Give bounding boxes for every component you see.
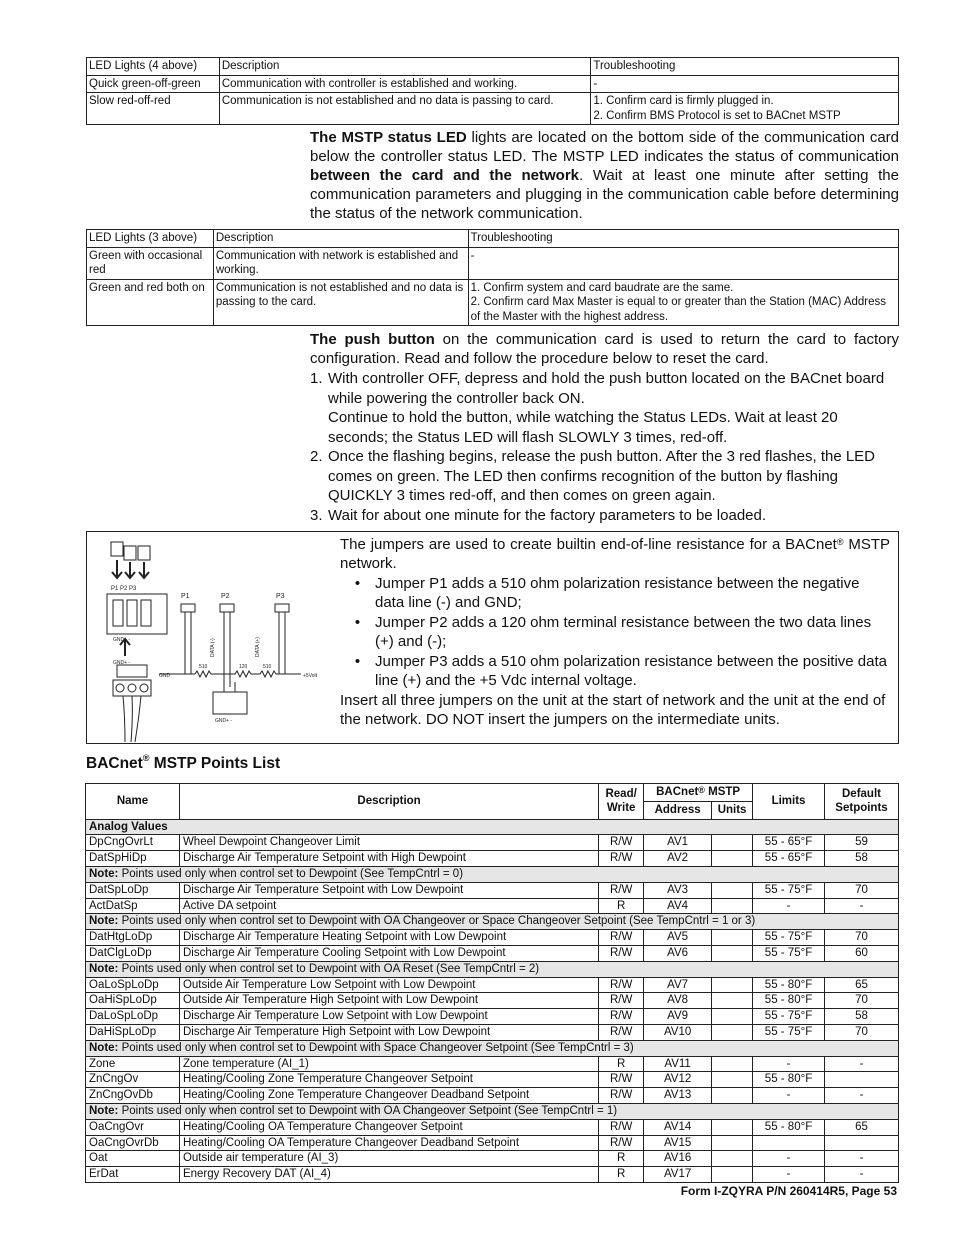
- table-cell: Heating/Cooling OA Temperature Changeover Setpoint: [179, 1119, 598, 1135]
- table-cell: Outside air temperature (AI_3): [179, 1151, 598, 1167]
- col-bacnet-a: BACnet: [656, 786, 699, 798]
- p2-label: P2: [221, 593, 230, 600]
- table-cell: [712, 1009, 753, 1025]
- table-cell: Communication with controller is established and working.: [219, 75, 591, 93]
- table-cell: Communication is not established and no data is passing to card.: [219, 93, 591, 125]
- table-cell: 55 - 80°F: [753, 977, 825, 993]
- plus5-label: +5Volt: [303, 673, 318, 679]
- jumper-diagram: [95, 532, 345, 745]
- table-cell: [712, 1024, 753, 1040]
- jumper-lead-b: MSTP network.: [340, 536, 890, 572]
- jumper-bullet: [340, 574, 890, 612]
- push-button-paragraph: [310, 330, 899, 368]
- table-cell: OaHiSpLoDp: [86, 993, 180, 1009]
- points-title-b: MSTP Points List: [149, 755, 281, 772]
- table-cell: R/W: [599, 1135, 644, 1151]
- note-text: Points used only when control set to Dewpoint with OA Changeover or Space Changeover Setpoint (See TempCntrl = 1 or 3): [118, 915, 756, 928]
- table-cell: Discharge Air Temperature Setpoint with High Dewpoint: [179, 851, 598, 867]
- step-text: Wait for about one minute for the factory parameters to be loaded.: [328, 506, 767, 524]
- data-minus-label: DATA (-): [210, 638, 216, 657]
- table-cell: Outside Air Temperature High Setpoint with Low Dewpoint: [179, 993, 598, 1009]
- table-cell: [712, 1056, 753, 1072]
- table-cell: [712, 851, 753, 867]
- gnd-pm-bot: GND+ -: [215, 718, 233, 724]
- table-header-cell: Description: [213, 230, 468, 248]
- mstp-bold2: between the card and the network: [310, 167, 580, 184]
- table-cell: DatSpHiDp: [86, 851, 180, 867]
- note-row: [86, 1040, 899, 1056]
- header-p1: [113, 600, 123, 626]
- jumper-lead: [340, 535, 890, 573]
- table-cell: ActDatSp: [86, 898, 180, 914]
- connector-plug: [113, 680, 151, 696]
- table-cell: R/W: [599, 1119, 644, 1135]
- table-cell: R/W: [599, 1072, 644, 1088]
- note-row: [86, 866, 899, 882]
- table-cell: [753, 1135, 825, 1151]
- terminal-block: [117, 665, 147, 677]
- table-cell: ErDat: [86, 1167, 180, 1183]
- page-footer: Form I-ZQYRA P/N 260414R5, Page 53: [680, 1184, 897, 1198]
- step-text: Once the flashing begins, release the push button. After the 3 red flashes, the LED comes on green. The LED then confirms recognition of the button by flashing QUICKLY 3 times red-off, and then comes on green again.: [328, 448, 876, 504]
- table-row: [86, 993, 899, 1009]
- arrow-down-icon-1: [112, 560, 122, 578]
- col-bacnet-b: MSTP: [704, 786, 741, 798]
- table-cell: AV11: [644, 1056, 712, 1072]
- table-cell: R/W: [599, 1088, 644, 1104]
- step-number: 2.: [310, 448, 323, 465]
- note-cell: [86, 866, 899, 882]
- table-cell: R/W: [599, 1009, 644, 1025]
- note-text: Points used only when control set to Dewpoint with OA Reset (See TempCntrl = 2): [118, 962, 540, 975]
- table-row: [86, 930, 899, 946]
- note-row: [86, 914, 899, 930]
- sch-p1: [181, 604, 195, 612]
- table-cell: R/W: [599, 977, 644, 993]
- push-text: on the communication card is used to return the card to factory configuration. Read and follow the procedure below to reset the card.: [310, 331, 899, 367]
- table-cell: 70: [824, 1024, 898, 1040]
- table-row: [86, 1119, 899, 1135]
- table-cell: Communication with network is established and working.: [213, 247, 468, 279]
- table-cell: Green and red both on: [87, 279, 214, 326]
- led-table-controller: [86, 57, 899, 125]
- table-header-row: [87, 58, 899, 76]
- note-cell: [86, 914, 899, 930]
- sch-drop-wires: [224, 674, 235, 692]
- table-cell: DatHtgLoDp: [86, 930, 180, 946]
- table-cell: Quick green-off-green: [87, 75, 220, 93]
- table-cell: DatClgLoDp: [86, 945, 180, 961]
- jumper-bullets: [340, 574, 890, 690]
- jumper-lead-sup: ®: [836, 537, 844, 547]
- arrow-down-icon-2: [125, 562, 135, 578]
- table-row: [86, 882, 899, 898]
- table-cell: AV8: [644, 993, 712, 1009]
- table-cell: Discharge Air Temperature Low Setpoint with Low Dewpoint: [179, 1009, 598, 1025]
- table-cell: Discharge Air Temperature Cooling Setpoint with Low Dewpoint: [179, 945, 598, 961]
- step-number: 3.: [310, 506, 323, 524]
- table-cell: Zone: [86, 1056, 180, 1072]
- table-cell: OaLoSpLoDp: [86, 977, 180, 993]
- table-cell: -: [468, 247, 898, 279]
- table-row: [86, 1167, 899, 1183]
- table-cell: Communication is not established and no data is passing to the card.: [213, 279, 468, 326]
- step-item: [310, 447, 899, 506]
- points-title-a: BACnet: [86, 755, 143, 772]
- mstp-led-paragraph: [310, 128, 899, 223]
- table-row: [86, 898, 899, 914]
- jumper-tail: Insert all three jumpers on the unit at the start of network and the unit at the end of the network. DO NOT insert the jumpers on the intermediate units.: [340, 692, 886, 728]
- r120-label: 120: [239, 664, 248, 670]
- table-cell: 65: [824, 977, 898, 993]
- push-lead: The push button: [310, 331, 435, 348]
- step-number: [310, 408, 328, 447]
- step-number: 1.: [310, 370, 323, 387]
- table-cell: R/W: [599, 1024, 644, 1040]
- jumper-bullet-text: Jumper P3 adds a 510 ohm polarization resistance between the positive data line (+) and the +5 Vdc internal voltage.: [375, 653, 887, 689]
- p123-label: P1 P2 P3: [111, 586, 137, 592]
- col-units: Units: [712, 801, 753, 819]
- jumper-bullet-text: Jumper P1 adds a 510 ohm polarization resistance between the negative data line (-) and GND;: [375, 575, 860, 611]
- note-text: Points used only when control set to Dewpoint with Space Changeover Setpoint (See TempCntrl = 3): [118, 1041, 634, 1054]
- mstp-text2: . Wait at least one minute after setting the communication parameters and plugging in the communication cable before determining the status of the network communication.: [310, 167, 899, 222]
- note-text: Points used only when control set to Dewpoint (See TempCntrl = 0): [118, 867, 464, 880]
- jumper-bullet: [340, 652, 890, 690]
- table-cell: Heating/Cooling OA Temperature Changeover Deadband Setpoint: [179, 1135, 598, 1151]
- table-header-cell: Troubleshooting: [468, 230, 898, 248]
- table-cell: AV12: [644, 1072, 712, 1088]
- table-cell: 55 - 75°F: [753, 1009, 825, 1025]
- table-cell: Active DA setpoint: [179, 898, 598, 914]
- table-row: [86, 1009, 899, 1025]
- table-row: [87, 247, 899, 279]
- table-cell: [712, 835, 753, 851]
- table-cell: -: [824, 1151, 898, 1167]
- step-item: [310, 408, 899, 447]
- col-rw: Read/ Write: [599, 784, 644, 820]
- table-row: [87, 279, 899, 326]
- note-label: Note:: [89, 915, 119, 928]
- col-default: Default Setpoints: [824, 784, 898, 820]
- table-cell: -: [753, 1088, 825, 1104]
- table-cell: R: [599, 1056, 644, 1072]
- table-cell: [712, 945, 753, 961]
- table-cell: -: [824, 1056, 898, 1072]
- table-header-cell: LED Lights (4 above): [87, 58, 220, 76]
- col-address: Address: [644, 801, 712, 819]
- table-cell: Green with occasional red: [87, 247, 214, 279]
- table-cell: R/W: [599, 993, 644, 1009]
- jumper-bullet-text: Jumper P2 adds a 120 ohm terminal resistance between the two data lines (+) and (-);: [375, 614, 872, 650]
- jumper-shape-1: [111, 542, 123, 556]
- table-cell: R/W: [599, 945, 644, 961]
- screw-icon-1: [116, 684, 124, 692]
- table-cell: Outside Air Temperature Low Setpoint with Low Dewpoint: [179, 977, 598, 993]
- p3-label: P3: [276, 593, 285, 600]
- table-cell: Heating/Cooling Zone Temperature Changeover Deadband Setpoint: [179, 1088, 598, 1104]
- sch-p3: [275, 604, 289, 612]
- section-label: Analog Values: [89, 820, 168, 833]
- step-text: Continue to hold the button, while watching the Status LEDs. Wait at least 20 seconds; the Status LED will flash SLOWLY 3 times, red-off.: [328, 409, 838, 446]
- table-cell: -: [824, 1088, 898, 1104]
- table-cell: 70: [824, 930, 898, 946]
- table-cell: AV9: [644, 1009, 712, 1025]
- table-cell: 58: [824, 1009, 898, 1025]
- table-cell: Heating/Cooling Zone Temperature Changeover Setpoint: [179, 1072, 598, 1088]
- table-cell: DaHiSpLoDp: [86, 1024, 180, 1040]
- section-row: [86, 819, 899, 835]
- table-row: [86, 1072, 899, 1088]
- table-row: [86, 945, 899, 961]
- table-cell: 55 - 75°F: [753, 930, 825, 946]
- table-cell: AV15: [644, 1135, 712, 1151]
- table-cell: AV3: [644, 882, 712, 898]
- table-cell: AV14: [644, 1119, 712, 1135]
- arrow-down-icon-3: [139, 562, 149, 578]
- points-list-title: [86, 755, 280, 773]
- table-cell: -: [753, 1056, 825, 1072]
- screw-icon-2: [128, 684, 136, 692]
- gnd-pm-top: GND+ -: [113, 637, 131, 643]
- table-cell: 1. Confirm system and card baudrate are the same. 2. Confirm card Max Master is equal to or greater than the Station (MAC) Address of the Master with the highest address.: [468, 279, 898, 326]
- table-cell: -: [824, 1167, 898, 1183]
- p1-label: P1: [181, 593, 190, 600]
- table-cell: ZnCngOv: [86, 1072, 180, 1088]
- table-cell: R/W: [599, 882, 644, 898]
- col-bacnet-sup: ®: [698, 785, 705, 795]
- table-row: [86, 1088, 899, 1104]
- jumper-lead-a: The jumpers are used to create builtin end-of-line resistance for a BACnet: [340, 536, 837, 553]
- table-header-cell: Troubleshooting: [591, 58, 899, 76]
- table-row: [86, 1056, 899, 1072]
- table-cell: 55 - 75°F: [753, 945, 825, 961]
- table-cell: [712, 1151, 753, 1167]
- table-cell: Energy Recovery DAT (AI_4): [179, 1167, 598, 1183]
- table-cell: Discharge Air Temperature Heating Setpoint with Low Dewpoint: [179, 930, 598, 946]
- cable-icon: [123, 696, 141, 742]
- table-cell: R: [599, 898, 644, 914]
- table-row: [86, 1151, 899, 1167]
- table-cell: AV7: [644, 977, 712, 993]
- table-cell: 1. Confirm card is firmly plugged in. 2. Confirm BMS Protocol is set to BACnet MSTP: [591, 93, 899, 125]
- note-cell: [86, 961, 899, 977]
- table-cell: [712, 1072, 753, 1088]
- table-cell: [824, 1135, 898, 1151]
- col-limits: Limits: [753, 784, 825, 820]
- table-cell: [712, 1088, 753, 1104]
- note-text: Points used only when control set to Dewpoint with OA Changeover Setpoint (See TempCntrl = 1): [118, 1104, 618, 1117]
- table-cell: 59: [824, 835, 898, 851]
- led-table-network: [86, 229, 899, 326]
- section-cell: [86, 819, 899, 835]
- table-cell: [712, 930, 753, 946]
- points-table: [85, 783, 899, 1183]
- col-description: Description: [179, 784, 598, 820]
- note-row: [86, 1103, 899, 1119]
- jumper-shape-3: [138, 546, 150, 560]
- note-label: Note:: [89, 867, 119, 880]
- table-cell: [824, 1072, 898, 1088]
- table-row: [86, 851, 899, 867]
- bullet-icon: •: [354, 575, 361, 592]
- table-cell: [712, 898, 753, 914]
- reset-steps: [310, 369, 899, 525]
- table-cell: Discharge Air Temperature Setpoint with Low Dewpoint: [179, 882, 598, 898]
- table-cell: -: [824, 898, 898, 914]
- gnd-pm-mid: GND+ -: [113, 660, 131, 666]
- table-cell: 55 - 80°F: [753, 1072, 825, 1088]
- table-row: [86, 977, 899, 993]
- table-cell: AV10: [644, 1024, 712, 1040]
- table-cell: AV13: [644, 1088, 712, 1104]
- table-header-cell: Description: [219, 58, 591, 76]
- step-item: [310, 506, 899, 526]
- table-cell: Slow red-off-red: [87, 93, 220, 125]
- table-cell: 70: [824, 993, 898, 1009]
- table-cell: 65: [824, 1119, 898, 1135]
- table-cell: Oat: [86, 1151, 180, 1167]
- bullet-icon: •: [354, 614, 361, 631]
- table-cell: OaCngOvr: [86, 1119, 180, 1135]
- table-cell: 55 - 65°F: [753, 851, 825, 867]
- sch-terminal: [213, 692, 247, 714]
- table-row: [86, 1135, 899, 1151]
- table-cell: ZnCngOvDb: [86, 1088, 180, 1104]
- table-row: [87, 93, 899, 125]
- table-header-row: [87, 230, 899, 248]
- table-row: [86, 835, 899, 851]
- table-cell: 58: [824, 851, 898, 867]
- table-cell: AV1: [644, 835, 712, 851]
- table-cell: DaLoSpLoDp: [86, 1009, 180, 1025]
- table-cell: -: [753, 1151, 825, 1167]
- note-label: Note:: [89, 1104, 119, 1117]
- r510a-label: 510: [199, 664, 208, 670]
- jumper-shape-2: [124, 546, 136, 560]
- table-cell: -: [591, 75, 899, 93]
- r510b-label: 510: [263, 664, 272, 670]
- table-header-cell: LED Lights (3 above): [87, 230, 214, 248]
- table-cell: R/W: [599, 835, 644, 851]
- table-cell: OaCngOvrDb: [86, 1135, 180, 1151]
- table-cell: AV17: [644, 1167, 712, 1183]
- table-cell: 55 - 80°F: [753, 1119, 825, 1135]
- table-row: [87, 75, 899, 93]
- table-cell: [712, 1119, 753, 1135]
- header-p2: [127, 600, 137, 626]
- table-cell: R/W: [599, 930, 644, 946]
- table-cell: 70: [824, 882, 898, 898]
- table-cell: 60: [824, 945, 898, 961]
- note-cell: [86, 1103, 899, 1119]
- col-bacnet: [644, 784, 753, 802]
- table-cell: R: [599, 1167, 644, 1183]
- step-text: With controller OFF, depress and hold the push button located on the BACnet board while powering the controller back ON.: [328, 370, 885, 407]
- note-cell: [86, 1040, 899, 1056]
- table-cell: AV4: [644, 898, 712, 914]
- table-cell: Zone temperature (AI_1): [179, 1056, 598, 1072]
- table-cell: AV2: [644, 851, 712, 867]
- jumper-text: [340, 535, 890, 729]
- table-cell: R/W: [599, 851, 644, 867]
- table-cell: [712, 993, 753, 1009]
- table-cell: AV6: [644, 945, 712, 961]
- data-plus-label: DATA (+): [255, 637, 261, 657]
- table-cell: AV16: [644, 1151, 712, 1167]
- sch-p2: [220, 604, 234, 612]
- table-cell: DpCngOvrLt: [86, 835, 180, 851]
- table-cell: -: [753, 898, 825, 914]
- table-cell: Discharge Air Temperature High Setpoint with Low Dewpoint: [179, 1024, 598, 1040]
- table-cell: DatSpLoDp: [86, 882, 180, 898]
- table-cell: [712, 882, 753, 898]
- note-label: Note:: [89, 962, 119, 975]
- col-name: Name: [86, 784, 180, 820]
- note-row: [86, 961, 899, 977]
- step-item: [310, 369, 899, 408]
- table-cell: [712, 977, 753, 993]
- points-title-sup: ®: [142, 753, 150, 763]
- screw-icon-3: [140, 684, 148, 692]
- table-cell: 55 - 65°F: [753, 835, 825, 851]
- mstp-lead: The MSTP status LED: [310, 129, 467, 146]
- table-cell: 55 - 75°F: [753, 882, 825, 898]
- table-cell: -: [753, 1167, 825, 1183]
- note-label: Note:: [89, 1041, 119, 1054]
- jumper-bullet: [340, 613, 890, 651]
- table-cell: 55 - 75°F: [753, 1024, 825, 1040]
- table-cell: R: [599, 1151, 644, 1167]
- header-p3: [141, 600, 151, 626]
- mstp-text1: lights are located on the bottom side of the communication card below the controller status LED. The MSTP LED indicates the status of communication: [310, 129, 899, 165]
- table-cell: [712, 1167, 753, 1183]
- gnd-label: GND: [159, 673, 171, 679]
- table-row: [86, 1024, 899, 1040]
- table-cell: [712, 1135, 753, 1151]
- bullet-icon: •: [354, 653, 361, 670]
- table-cell: AV5: [644, 930, 712, 946]
- table-cell: 55 - 80°F: [753, 993, 825, 1009]
- table-cell: Wheel Dewpoint Changeover Limit: [179, 835, 598, 851]
